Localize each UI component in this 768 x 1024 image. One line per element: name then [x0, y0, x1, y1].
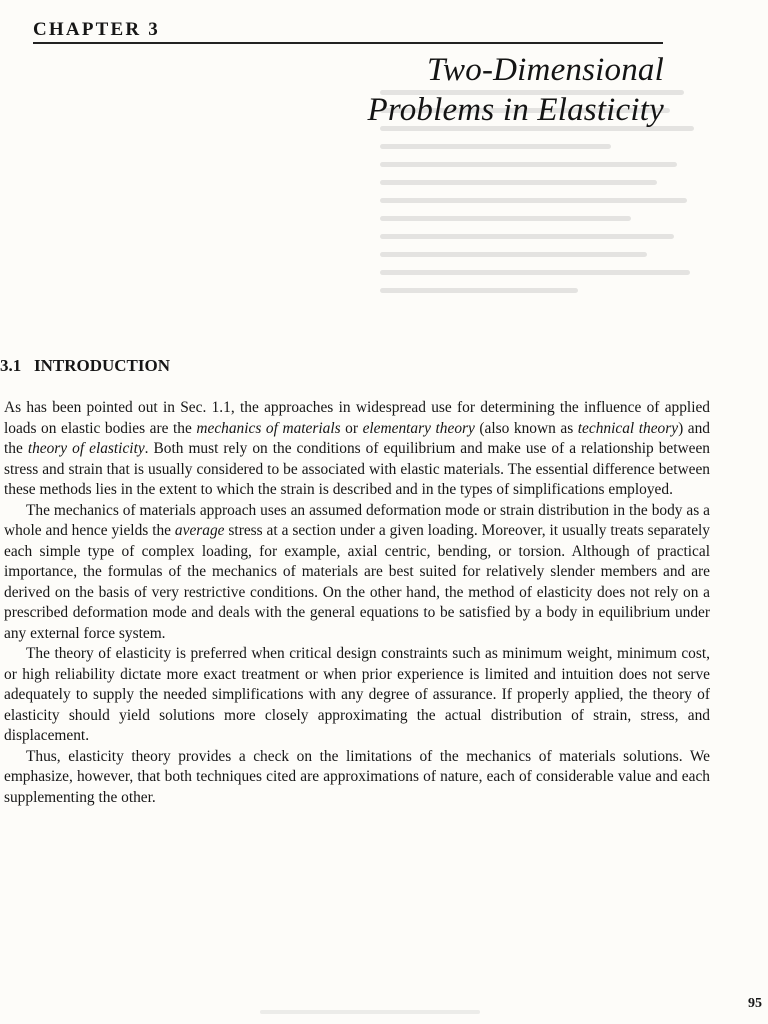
- paragraph: [4, 644, 710, 747]
- chapter-title-line-1: Two-Dimensional: [426, 52, 664, 88]
- body-text: [4, 398, 710, 808]
- text-run: (also known as: [474, 419, 578, 437]
- text-run: The mechanics of materials approach uses an assumed deformation mode or strain distribution in the body as a whole and hence yields the: [4, 501, 710, 539]
- text-run: ) and the: [4, 419, 710, 457]
- italic-term: average: [174, 522, 225, 539]
- italic-term: theory of elasticity: [27, 440, 145, 457]
- text-run: As has been pointed out in Sec. 1.1, the approaches in widespread use for determining the influence of applied loads on elastic bodies are the: [4, 399, 710, 437]
- section-number: 3.1: [0, 356, 22, 375]
- paragraph: [4, 501, 710, 645]
- chapter-header: [33, 18, 663, 44]
- paragraph: [4, 398, 710, 501]
- italic-term: elementary theory: [362, 419, 475, 437]
- paragraph: [4, 747, 710, 809]
- chapter-label: CHAPTER 3: [33, 19, 160, 40]
- section-title: INTRODUCTION: [34, 356, 171, 375]
- text-run: or: [340, 419, 363, 437]
- italic-term: technical theory: [577, 419, 679, 437]
- text-run: The theory of elasticity is preferred when critical design constraints such as minimum weight, minimum cost, or high reliability dictate more exact treatment or when prior experience is limited and intuition does not serve adequately to supply the needed simplifications with any degree of assurance. If properly applied, the theory of elasticity should yield solutions more closely approximating the actual distribution of strain, stress, and displacement.: [4, 645, 710, 744]
- italic-term: mechanics of materials: [196, 419, 341, 437]
- page-number: 95: [748, 996, 762, 1011]
- chapter-title: [368, 50, 664, 130]
- text-run: . Both must rely on the conditions of equilibrium and make use of a relationship between stress and strain that is usually considered to be associated with elastic materials. The essential difference between these methods lies in the extent to which the strain is described and in the types of simplifications employed.: [4, 440, 710, 498]
- chapter-title-line-2: Problems in Elasticity: [367, 92, 664, 128]
- text-run: stress at a section under a given loading. Moreover, it usually treats separately each simple type of complex loading, for example, axial centric, bending, or torsion. Although of practical importance, the formulas of the mechanics of materials are best suited for relatively slender members and are derived on the basis of very restrictive conditions. On the other hand, the method of elasticity does not rely on a prescribed deformation mode and deals with the general equations to be satisfied by a body in equilibrium under any external force system.: [4, 522, 710, 642]
- section-heading: [0, 356, 170, 376]
- text-run: Thus, elasticity theory provides a check on the limitations of the mechanics of materials solutions. We emphasize, however, that both techniques cited are approximations of nature, each of considerable value and each supplementing the other.: [4, 747, 710, 806]
- scan-artifact: [260, 1010, 480, 1014]
